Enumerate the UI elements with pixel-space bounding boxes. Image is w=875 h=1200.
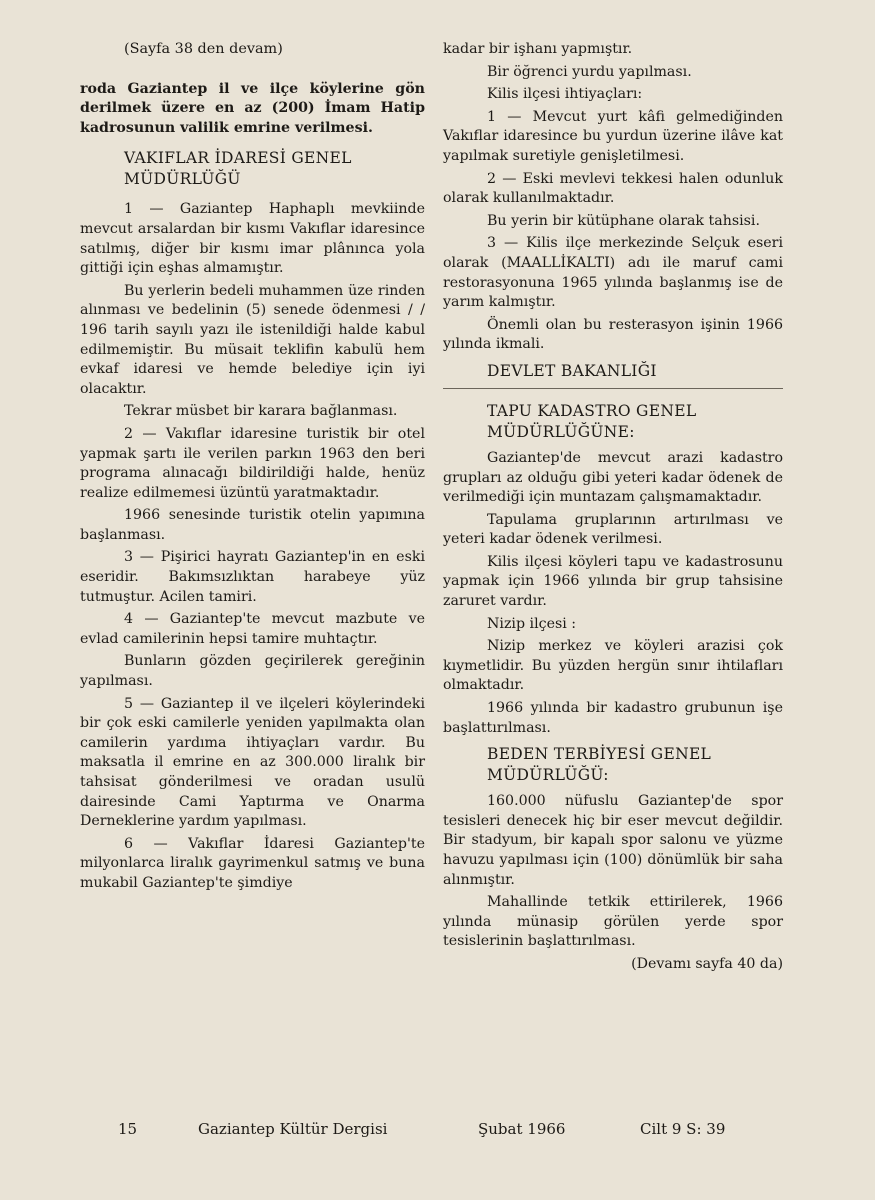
paragraph: 1966 senesinde turistik otelin yapımına başlanması. [80,507,425,543]
page-footer [80,1120,780,1144]
paragraph: Bu yerlerin bedeli muhammen üze rinden alınması ve bedelinin (5) senede ödenmesi / / 196 tarih sayılı yazı ile istenildiği halde kabul edilmemiştir. Bu müsait teklifin kabulü hem evkaf idaresi ve hemde belediye için iyi olacaktır. [80,282,425,397]
paragraph: Bunların gözden geçirilerek gereğinin yapılması. [80,653,425,690]
page-number: 15 [118,1120,138,1138]
paragraph: roda Gaziantep il ve ilçe köylerine gön derilmek üzere en az (200) İmam Hatip kadrosunun valilik emrine verilmesi. [80,80,425,136]
section-heading-beden-terbiyesi: BEDEN TERBİYESİ GENEL MÜDÜRLÜĞÜ: [487,745,712,785]
paragraph: Nizip ilçesi : [487,615,577,632]
paragraph: 1 — Gaziantep Haphaplı mevkiinde mevcut arsalardan bir kısmı Vakıflar idaresince satılmış, diğer bir kısmı imar plânınca yola gittiği için eşhas almamıştır. [80,201,425,277]
paragraph: Önemli olan bu resterasyon işinin 1966 yılında ikmali. [443,316,783,353]
right-column [443,40,783,978]
paragraph: Nizip merkez ve köyleri arazisi çok kıymetlidir. Bu yüzden hergün sınır ihtilafları olmaktadır. [443,638,783,694]
paragraph: 1 — Mevcut yurt kâfi gelmediğinden Vakıflar idaresince bu yurdun üzerine ilâve kat yapılmak suretiyle genişletilmesi. [443,108,783,164]
paragraph: kadar bir işhanı yapmıştır. [443,41,633,57]
paragraph: Gaziantep'de mevcut arazi kadastro grupları az olduğu gibi yeteri kadar ödenek de verilmediği için muntazam çalışmamaktadır. [443,449,783,506]
volume-number: Cilt 9 S: 39 [640,1120,726,1138]
paragraph: Tapulama gruplarının artırılması ve yeteri kadar ödenek verilmesi. [443,511,783,548]
paragraph: Kilis ilçesi köyleri tapu ve kadastrosunu yapmak için 1966 yılında bir grup tahsisine zaruret vardır. [443,553,783,610]
paragraph: Mahallinde tetkik ettirilerek, 1966 yılında münasip görülen yerde spor tesislerinin başlattırılması. [443,894,783,950]
paragraph: 3 — Kilis ilçe merkezinde Selçuk eseri olarak (MAALLİKALTI) adı ile maruf cami restorasyonuna 1965 yılında başlanmış ise de yarım kalmıştır. [443,235,783,311]
section-heading-tapu-kadastro: TAPU KADASTRO GENEL MÜDÜRLÜĞÜNE: [487,401,697,441]
paragraph: 3 — Pişirici hayratı Gaziantep'in en eski eseridir. Bakımsızlıktan harabeye yüz tutmuştur. Acilen tamiri. [80,549,425,605]
paragraph: Bir öğrenci yurdu yapılması. [487,63,692,80]
divider [443,388,783,389]
section-heading-devlet-bakanligi: DEVLET BAKANLIĞI [487,361,657,380]
left-column [80,40,425,897]
paragraph: 160.000 nüfuslu Gaziantep'de spor tesisleri denecek hiç bir eser mevcut değildir. Bir stadyum, bir kapalı spor salonu ve yüzme havuzu yapılması için (100) dönümlük bir saha alınmıştır. [443,793,783,888]
paragraph: 5 — Gaziantep il ve ilçeleri köylerindeki bir çok eski camilerle yeniden yapılmakta olan camilerin yardıma ihtiyaçları vardır. Bu maksatla il emrine en az 300.000 liralık bir tahsisat gönderilmesi ve oradan usulü dairesinde Cami Yaptırma ve Onarma Derneklerine yardım yapılması. [80,695,425,830]
paragraph: Tekrar müsbet bir karara bağlanması. [124,403,398,420]
paragraph: Kilis ilçesi ihtiyaçları: [487,86,643,103]
paragraph: 4 — Gaziantep'te mevcut mazbute ve evlad camilerinin hepsi tamire muhtaçtır. [80,611,425,647]
issue-date: Şubat 1966 [478,1120,566,1138]
section-heading-vakiflar: VAKIFLAR İDARESİ GENEL MÜDÜRLÜĞÜ [124,149,352,189]
paragraph: 2 — Eski mevlevi tekkesi halen odunluk olarak kullanılmaktadır. [443,170,783,207]
paragraph: 6 — Vakıflar İdaresi Gaziantep'te milyonlarca liralık gayrimenkul satmış ve buna mukabil Gaziantep'te şimdiye [80,835,425,891]
continued-to-note: (Devamı sayfa 40 da) [631,955,783,972]
journal-title: Gaziantep Kültür Dergisi [198,1120,388,1138]
paragraph: 1966 yılında bir kadastro grubunun işe başlattırılması. [443,700,783,736]
paragraph: 2 — Vakıflar idaresine turistik bir otel yapmak şartı ile verilen parkın 1963 den beri programa alınacağı bildirildiği halde, henüz realize edilmemesi üzüntü yaratmaktadır. [80,425,425,501]
paragraph: Bu yerin bir kütüphane olarak tahsisi. [487,212,760,229]
continued-from-note: (Sayfa 38 den devam) [124,41,283,57]
